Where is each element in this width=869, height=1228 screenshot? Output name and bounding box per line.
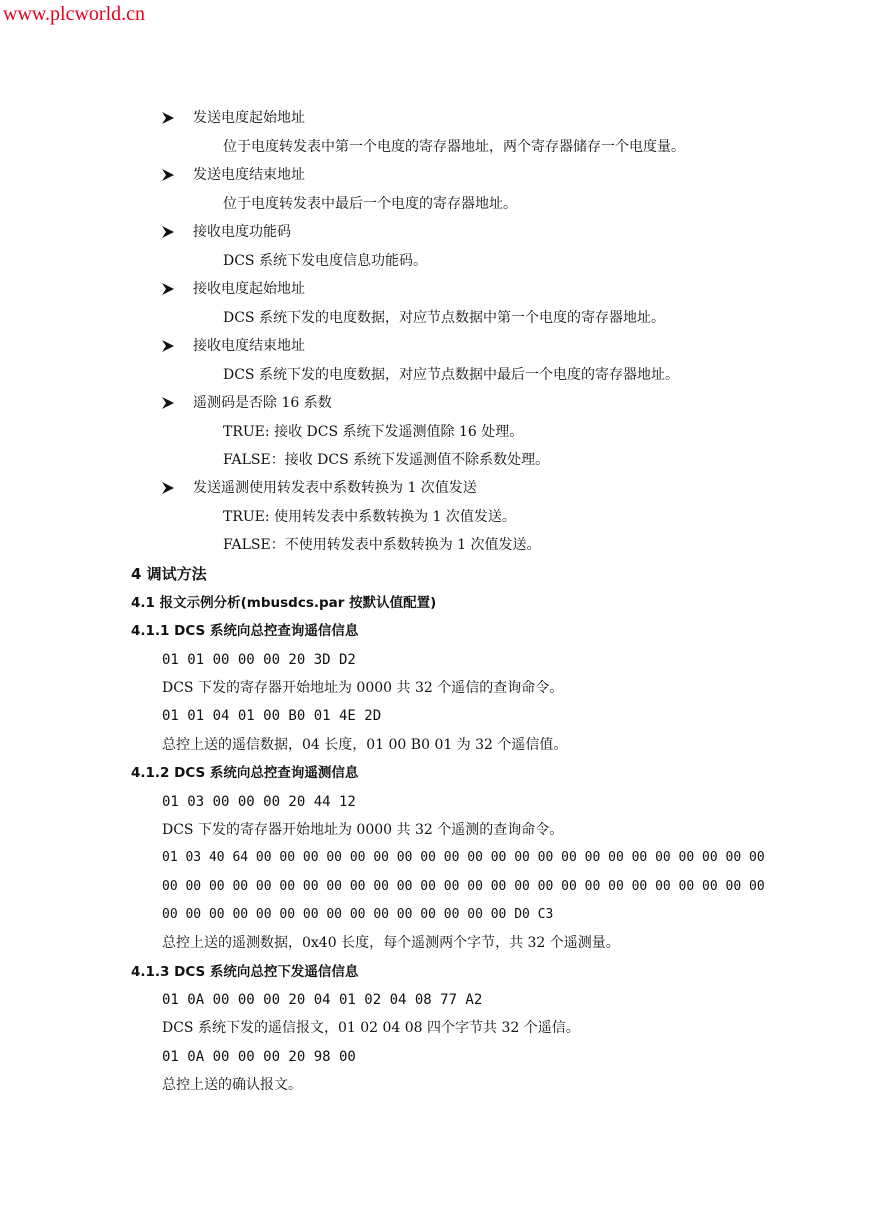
hex-message: 00 00 00 00 00 00 00 00 00 00 00 00 00 00 00 00 00 00 00 00 00 00 00 00 00 00 <box>162 879 765 894</box>
subsubsection-heading: 4.1.2 DCS 系统向总控查询遥测信息 <box>131 765 359 781</box>
message-description: DCS 下发的寄存器开始地址为 0000 共 32 个遥信的查询命令。 <box>162 680 564 696</box>
message-description: 总控上送的确认报文。 <box>162 1077 302 1093</box>
message-description: 总控上送的遥测数据，0x40 长度，每个遥测两个字节，共 32 个遥测量。 <box>162 935 620 951</box>
bullet-item-title: 遥测码是否除 16 系数 <box>193 393 332 413</box>
bullet-item-title: 接收电度起始地址 <box>193 279 305 299</box>
bullet-item-title: 发送遥测使用转发表中系数转换为 1 次值发送 <box>193 478 477 498</box>
bullet-item-title: 发送电度起始地址 <box>193 108 305 128</box>
hex-message: 01 03 40 64 00 00 00 00 00 00 00 00 00 00 00 00 00 00 00 00 00 00 00 00 00 00 <box>162 850 765 865</box>
subsubsection-heading: 4.1.1 DCS 系统向总控查询遥信信息 <box>131 623 359 639</box>
message-description: DCS 系统下发的遥信报文，01 02 04 08 四个字节共 32 个遥信。 <box>162 1020 580 1036</box>
bullet-item-detail: TRUE: 接收 DCS 系统下发遥测值除 16 处理。 <box>223 424 524 440</box>
hex-message: 01 0A 00 00 00 20 98 00 <box>162 1049 356 1065</box>
message-description: DCS 下发的寄存器开始地址为 0000 共 32 个遥测的查询命令。 <box>162 822 564 838</box>
arrow-bullet-icon <box>161 336 175 356</box>
bullet-item-title: 发送电度结束地址 <box>193 165 305 185</box>
bullet-item-title: 接收电度功能码 <box>193 222 291 242</box>
bullet-item-detail: DCS 系统下发电度信息功能码。 <box>223 253 427 269</box>
bullet-item-detail: FALSE：接收 DCS 系统下发遥测值不除系数处理。 <box>223 452 550 468</box>
bullet-item-detail: TRUE: 使用转发表中系数转换为 1 次值发送。 <box>223 509 516 525</box>
arrow-bullet-icon <box>161 222 175 242</box>
hex-message: 00 00 00 00 00 00 00 00 00 00 00 00 00 00 00 D0 C3 <box>162 907 554 922</box>
message-description: 总控上送的遥信数据，04 长度，01 00 B0 01 为 32 个遥信值。 <box>162 737 568 753</box>
hex-message: 01 01 04 01 00 B0 01 4E 2D <box>162 708 382 724</box>
bullet-item-detail: 位于电度转发表中第一个电度的寄存器地址，两个寄存器储存一个电度量。 <box>223 139 685 155</box>
subsubsection-heading: 4.1.3 DCS 系统向总控下发遥信信息 <box>131 964 359 980</box>
section-heading: 4 调试方法 <box>131 565 207 583</box>
hex-message: 01 01 00 00 00 20 3D D2 <box>162 652 356 668</box>
watermark-link[interactable]: www.plcworld.cn <box>3 3 146 25</box>
arrow-bullet-icon <box>161 393 175 413</box>
bullet-item-detail: DCS 系统下发的电度数据，对应节点数据中最后一个电度的寄存器地址。 <box>223 367 679 383</box>
hex-message: 01 0A 00 00 00 20 04 01 02 04 08 77 A2 <box>162 992 483 1008</box>
bullet-item-detail: FALSE：不使用转发表中系数转换为 1 次值发送。 <box>223 537 541 553</box>
bullet-item-detail: 位于电度转发表中最后一个电度的寄存器地址。 <box>223 196 517 212</box>
arrow-bullet-icon <box>161 478 175 498</box>
arrow-bullet-icon <box>161 165 175 185</box>
arrow-bullet-icon <box>161 279 175 299</box>
arrow-bullet-icon <box>161 108 175 128</box>
bullet-item-detail: DCS 系统下发的电度数据，对应节点数据中第一个电度的寄存器地址。 <box>223 310 665 326</box>
hex-message: 01 03 00 00 00 20 44 12 <box>162 794 356 810</box>
bullet-item-title: 接收电度结束地址 <box>193 336 305 356</box>
subsection-heading: 4.1 报文示例分析(mbusdcs.par 按默认值配置) <box>131 595 437 611</box>
